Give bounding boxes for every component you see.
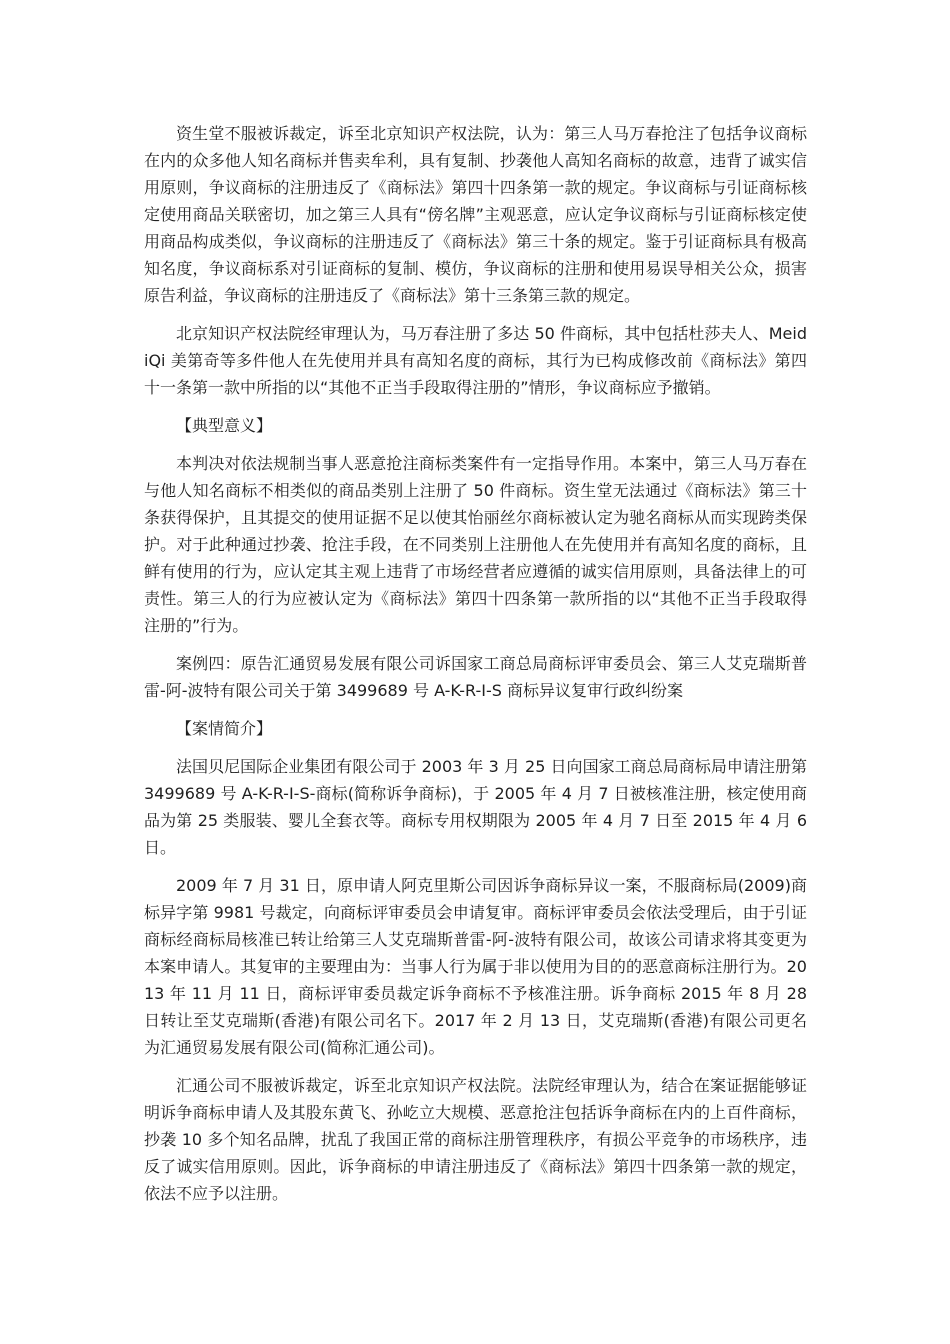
paragraph-huitong-lawsuit: 汇通公司不服被诉裁定，诉至北京知识产权法院。法院经审理认为，结合在案证据能够证明诉争商标申请人及其股东黄飞、孙屹立大规模、恶意抢注包括诉争商标在内的上百件商标，抄袭 10 多个知名品牌，扰乱了我国正常的商标注册管理秩序，有损公平竞争的市场秩序，违反了诚实信用原则。因此，诉争商标的申请注册违反了《商标法》第四十四条第一款的规定，依法不应予以注册。 — [144, 1076, 807, 1203]
paragraph-significance: 本判决对依法规制当事人恶意抢注商标类案件有一定指导作用。本案中，第三人马万春在与他人知名商标不相类似的商品类别上注册了 50 件商标。资生堂无法通过《商标法》第三十条获得保护，且其提交的使用证据不足以使其怡丽丝尔商标被认定为驰名商标从而实现跨类保护。对于此种通过抄袭、抢注手段，在不同类别上注册他人在先使用并有高知名度的商标，且鲜有使用的行为，应认定其主观上违背了市场经营者应遵循的诚实信用原则，具备法律上的可责性。第三人的行为应被认定为《商标法》第四十四条第一款所指的以“其他不正当手段取得注册的”行为。 — [144, 454, 807, 635]
paragraph-shiseido-claims: 资生堂不服被诉裁定，诉至北京知识产权法院，认为：第三人马万春抢注了包括争议商标在内的众多他人知名商标并售卖牟利，具有复制、抄袭他人高知名商标的故意，违背了诚实信用原则，争议商标的注册违反了《商标法》第四十四条第一款的规定。争议商标与引证商标核定使用商品关联密切，加之第三人具有“傍名牌”主观恶意，应认定争议商标与引证商标核定使用商品构成类似，争议商标的注册违反了《商标法》第三十条的规定。鉴于引证商标具有极高知名度，争议商标系对引证商标的复制、模仿，争议商标的注册和使用易误导相关公众，损害原告利益，争议商标的注册违反了《商标法》第十三条第三款的规定。 — [144, 124, 807, 305]
paragraph-court-ruling: 北京知识产权法院经审理认为，马万春注册了多达 50 件商标，其中包括杜莎夫人、MeidiQi 美第奇等多件他人在先使用并具有高知名度的商标，其行为已构成修改前《商标法》第四十一条第一款中所指的以“其他不正当手段取得注册的”情形，争议商标应予撤销。 — [144, 324, 807, 397]
document-body — [144, 120, 807, 1218]
section-heading-case-summary: 【案情简介】 — [176, 719, 273, 738]
case-four-title: 案例四：原告汇通贸易发展有限公司诉国家工商总局商标评审委员会、第三人艾克瑞斯普雷-阿-波特有限公司关于第 3499689 号 A-K-R-I-S 商标异议复审行政纠纷案 — [144, 654, 807, 700]
paragraph-case-background: 法国贝尼国际企业集团有限公司于 2003 年 3 月 25 日向国家工商总局商标局申请注册第 3499689 号 A-K-R-I-S-商标(简称诉争商标)，于 2005 年 4 月 7 日被核准注册，核定使用商品为第 25 类服装、婴儿全套衣等。商标专用权期限为 2005 年 4 月 7 日至 2015 年 4 月 6 日。 — [144, 757, 807, 857]
section-heading-significance: 【典型意义】 — [176, 416, 273, 435]
paragraph-review-history: 2009 年 7 月 31 日，原申请人阿克里斯公司因诉争商标异议一案，不服商标局(2009)商标异字第 9981 号裁定，向商标评审委员会申请复审。商标评审委员会依法受理后，由于引证商标经商标局核准已转让给第三人艾克瑞斯普雷-阿-波特有限公司，故该公司请求将其变更为本案申请人。其复审的主要理由为：当事人行为属于非以使用为目的的恶意商标注册行为。2013 年 11 月 11 日，商标评审委员裁定诉争商标不予核准注册。诉争商标 2015 年 8 月 28 日转让至艾克瑞斯(香港)有限公司名下。2017 年 2 月 13 日，艾克瑞斯(香港)有限公司更名为汇通贸易发展有限公司(简称汇通公司)。 — [144, 876, 807, 1057]
